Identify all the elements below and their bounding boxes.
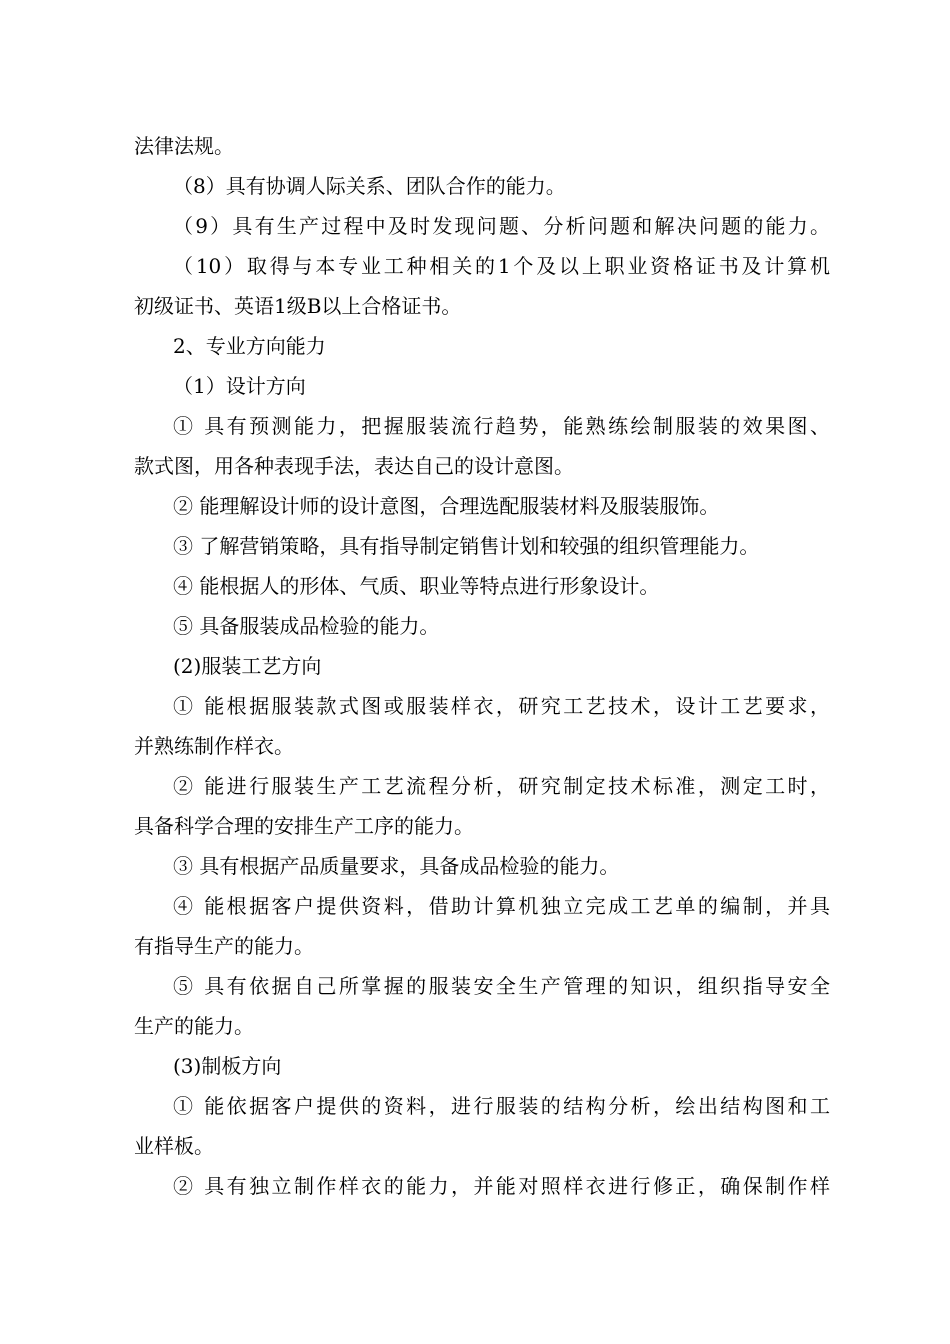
text-line: 2、专业方向能力 <box>173 334 326 358</box>
text-line: （9）具有生产过程中及时发现问题、分析问题和解决问题的能力。 <box>173 214 830 238</box>
text-line: (3)制板方向 <box>173 1054 282 1078</box>
text-line: （10）取得与本专业工种相关的1个及以上职业资格证书及计算机 <box>173 254 830 278</box>
text-line: 款式图，用各种表现手法，表达自己的设计意图。 <box>134 454 574 478</box>
text-line: ① 能依据客户提供的资料，进行服装的结构分析，绘出结构图和工 <box>173 1094 830 1118</box>
text-line: ② 能理解设计师的设计意图，合理选配服装材料及服装服饰。 <box>173 494 720 518</box>
text-line: ③ 了解营销策略，具有指导制定销售计划和较强的组织管理能力。 <box>173 534 760 558</box>
text-line: ② 能进行服装生产工艺流程分析，研究制定技术标准，测定工时， <box>173 774 830 798</box>
text-line: ④ 能根据人的形体、气质、职业等特点进行形象设计。 <box>173 574 660 598</box>
text-line: 初级证书、英语1级B以上合格证书。 <box>134 294 462 318</box>
text-line: 并熟练制作样衣。 <box>134 734 294 758</box>
text-line: (2)服装工艺方向 <box>173 654 322 678</box>
text-line: 业样板。 <box>134 1134 214 1158</box>
text-line: 具备科学合理的安排生产工序的能力。 <box>134 814 474 838</box>
text-line: ⑤ 具有依据自己所掌握的服装安全生产管理的知识，组织指导安全 <box>173 974 830 998</box>
text-line: 生产的能力。 <box>134 1014 254 1038</box>
text-line: ⑤ 具备服装成品检验的能力。 <box>173 614 440 638</box>
text-line: （1）设计方向 <box>173 374 306 398</box>
text-line: ③ 具有根据产品质量要求，具备成品检验的能力。 <box>173 854 620 878</box>
text-line: ① 能根据服装款式图或服装样衣，研究工艺技术，设计工艺要求， <box>173 694 830 718</box>
text-line: ② 具有独立制作样衣的能力，并能对照样衣进行修正，确保制作样 <box>173 1174 830 1198</box>
text-line: （8）具有协调人际关系、团队合作的能力。 <box>173 174 566 198</box>
text-line: 法律法规。 <box>134 134 234 158</box>
text-line: ④ 能根据客户提供资料，借助计算机独立完成工艺单的编制，并具 <box>173 894 830 918</box>
text-line: ① 具有预测能力，把握服装流行趋势，能熟练绘制服装的效果图、 <box>173 414 830 438</box>
text-line: 有指导生产的能力。 <box>134 934 314 958</box>
